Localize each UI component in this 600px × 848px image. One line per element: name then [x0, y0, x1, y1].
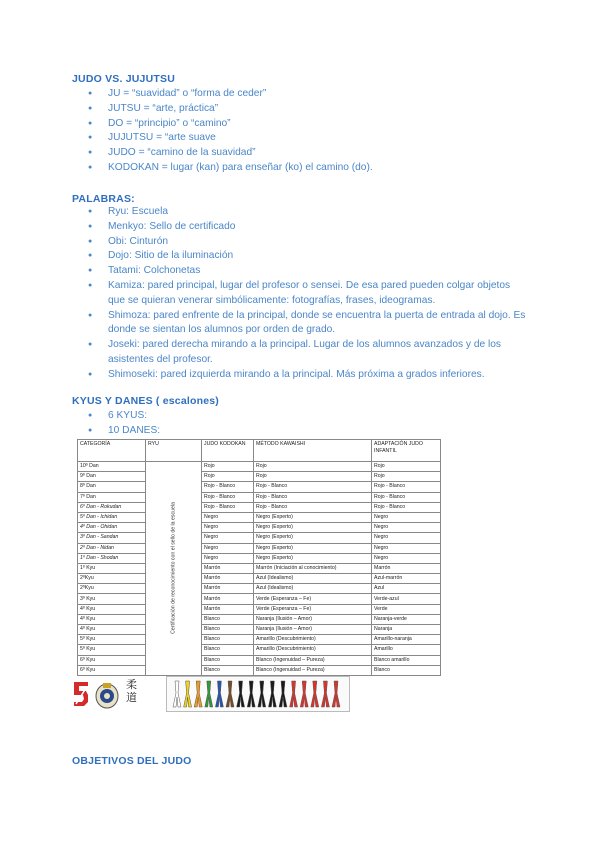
table-cell: 5º Dan - Ichidan: [78, 512, 146, 522]
table-cell: Negro (Experto): [254, 533, 372, 543]
table-row: [78, 625, 441, 635]
belts-graphic: [167, 677, 349, 711]
table-cell: Marrón: [202, 604, 254, 614]
table-cell: Azul: [372, 584, 441, 594]
table-row: [78, 584, 441, 594]
table-row: [78, 543, 441, 553]
table-cell: 10º Dan: [78, 462, 146, 472]
list-judo-terms: [88, 87, 528, 176]
table-cell: Azul-marrón: [372, 574, 441, 584]
belt-icon: [237, 681, 245, 707]
table-cell: Negro (Experto): [254, 512, 372, 522]
belt-icon: [290, 681, 298, 707]
table-cell: Rojo: [254, 462, 372, 472]
table-cell: 6º Kyu: [78, 665, 146, 675]
belt-icon: [205, 681, 213, 707]
belt-icon: [268, 681, 276, 707]
table-cell: Rojo - Blanco: [254, 492, 372, 502]
grades-table: [77, 439, 441, 676]
table-cell: Negro: [372, 512, 441, 522]
table-cell: Rojo: [202, 462, 254, 472]
judo-term-item: ● JUDO = “camino de la suavidad”: [88, 146, 528, 161]
table-cell: 8º Dan: [78, 482, 146, 492]
table-row: [78, 502, 441, 512]
table-row: [78, 482, 441, 492]
belt-colors-strip: [166, 676, 350, 712]
table-cell: Rojo - Blanco: [372, 492, 441, 502]
table-header-cell: MÉTODO KAWAISHI: [254, 440, 372, 462]
table-row: [78, 563, 441, 573]
table-cell: 3º Kyu: [78, 594, 146, 604]
palabra-item: ● Tatami: Colchonetas: [88, 264, 528, 279]
ryu-certification-text: Certificación de reconocimiento con el sello de la escuela: [170, 502, 176, 635]
judo-kanji: 柔道: [126, 678, 137, 704]
table-row: [78, 533, 441, 543]
table-row: [78, 492, 441, 502]
table-cell: Rojo - Blanco: [202, 502, 254, 512]
table-header-cell: RYU: [146, 440, 202, 462]
table-header-cell: JUDO KODOKAN: [202, 440, 254, 462]
table-row: [78, 512, 441, 522]
table-cell: Verde: [372, 604, 441, 614]
list-kyus-danes: [88, 409, 528, 439]
belt-icon: [321, 681, 329, 707]
table-cell: Rojo - Blanco: [202, 482, 254, 492]
table-cell: Blanco: [202, 655, 254, 665]
table-cell: Blanco (Ingenuidad – Pureza): [254, 655, 372, 665]
table-cell: Verde (Esperanza – Fe): [254, 604, 372, 614]
list-palabras: [88, 205, 528, 383]
palabra-item: ● Ryu: Escuela: [88, 205, 528, 220]
table-cell: Amarillo: [372, 645, 441, 655]
table-cell: Rojo: [372, 462, 441, 472]
table-cell: Marrón: [202, 594, 254, 604]
table-cell: 1º Dan - Shodan: [78, 553, 146, 563]
table-row: [78, 594, 441, 604]
belt-icon: [258, 681, 266, 707]
belt-icon: [184, 681, 192, 707]
palabra-item: ● Kamiza: pared principal, lugar del profesor o sensei. De esa pared pueden colgar objetos que se quieran venerar simbólicamente: fotografías, frases, ideogramas.: [88, 279, 528, 309]
table-cell: Negro (Experto): [254, 553, 372, 563]
table-cell: Negro: [372, 543, 441, 553]
palabra-item: ● Dojo: Sitio de la iluminación: [88, 249, 528, 264]
table-cell: Marrón: [202, 574, 254, 584]
table-cell: Negro: [372, 553, 441, 563]
table-cell: 4º Kyu: [78, 604, 146, 614]
palabra-item: ● Shimoza: pared enfrente de la principal, donde se encuentra la puerta de entrada al dojo. Es donde se sientan los alumnos por orden de grado.: [88, 309, 528, 339]
table-cell: Rojo - Blanco: [372, 482, 441, 492]
table-cell: 4º Dan - Ohidan: [78, 523, 146, 533]
table-cell: 4º Kyu: [78, 614, 146, 624]
belt-icon: [332, 681, 340, 707]
table-cell: 6º Dan - Rokudan: [78, 502, 146, 512]
table-cell: 5º Kyu: [78, 645, 146, 655]
belt-icon: [215, 681, 223, 707]
belt-icon: [311, 681, 319, 707]
belt-icon: [279, 681, 287, 707]
table-cell: Negro: [202, 533, 254, 543]
judo-term-item: ● JU = “suavidad” o “forma de ceder”: [88, 87, 528, 102]
table-cell: Blanco: [202, 665, 254, 675]
table-cell: Marrón: [202, 584, 254, 594]
table-cell: 1º Kyu: [78, 563, 146, 573]
table-row: [78, 574, 441, 584]
table-row: [78, 635, 441, 645]
table-cell: Negro: [202, 553, 254, 563]
table-cell: Negro (Experto): [254, 523, 372, 533]
table-cell: Rojo - Blanco: [372, 502, 441, 512]
heading-objetivos: OBJETIVOS DEL JUDO: [72, 755, 192, 767]
grado-item: ● 10 DANES:: [88, 424, 528, 439]
heading-judo-vs-jujutsu: JUDO VS. JUJUTSU: [72, 73, 175, 85]
table-cell: Blanco: [202, 635, 254, 645]
heading-palabras: PALABRAS:: [72, 193, 135, 205]
table-cell: Negro: [202, 523, 254, 533]
palabra-item: ● Obi: Cinturón: [88, 235, 528, 250]
judo-term-item: ● DO = “principio” o “camino”: [88, 117, 528, 132]
table-cell: Negro (Experto): [254, 543, 372, 553]
table-cell: 5º Kyu: [78, 635, 146, 645]
table-row: [78, 604, 441, 614]
table-cell: 9º Dan: [78, 472, 146, 482]
table-cell: Naranja-verde: [372, 614, 441, 624]
table-cell: Blanco (Ingenuidad – Pureza): [254, 665, 372, 675]
logos-row: [72, 676, 362, 712]
table-row: [78, 462, 441, 472]
table-cell: Marrón: [202, 563, 254, 573]
table-cell: 7º Dan: [78, 492, 146, 502]
table-cell: Blanco amarillo: [372, 655, 441, 665]
table-cell: Verde (Esperanza – Fe): [254, 594, 372, 604]
table-cell: Naranja (Ilusión – Amor): [254, 625, 372, 635]
table-cell: Rojo - Blanco: [254, 482, 372, 492]
judo-term-item: ● KODOKAN = lugar (kan) para enseñar (ko) el camino (do).: [88, 161, 528, 176]
belt-icon: [173, 681, 181, 707]
table-cell: Negro: [202, 512, 254, 522]
table-cell: Blanco: [202, 645, 254, 655]
table-cell: Rojo: [254, 472, 372, 482]
table-cell: Amarillo (Descubrimiento): [254, 635, 372, 645]
table-cell: Negro: [372, 533, 441, 543]
belt-icon: [300, 681, 308, 707]
grado-item: ● 6 KYUS:: [88, 409, 528, 424]
belt-icon: [247, 681, 255, 707]
table-row: [78, 553, 441, 563]
judo-red-logo-icon: [72, 680, 90, 708]
belt-icon: [194, 681, 202, 707]
table-cell: Negro: [372, 523, 441, 533]
judo-term-item: ● JUJUTSU = “arte suave: [88, 131, 528, 146]
palabra-item: ● Joseki: pared derecha mirando a la principal. Lugar de los alumnos avanzados y de los asistentes del profesor.: [88, 338, 528, 368]
table-cell: Blanco: [372, 665, 441, 675]
table-cell: Rojo - Blanco: [254, 502, 372, 512]
table-cell: Marrón (Iniciación al conocimiento): [254, 563, 372, 573]
table-cell: 3º Dan - Sandan: [78, 533, 146, 543]
grades-table-wrapper: [77, 439, 440, 673]
table-row: [78, 655, 441, 665]
table-cell: Blanco: [202, 614, 254, 624]
heading-kyus-danes: KYUS Y DANES ( escalones): [72, 395, 219, 407]
table-cell: Naranja: [372, 625, 441, 635]
table-cell: 2ºKyu: [78, 574, 146, 584]
table-cell: Azul (Idealismo): [254, 574, 372, 584]
belt-icon: [226, 681, 234, 707]
table-cell: Verde-azul: [372, 594, 441, 604]
table-cell: 6º Kyu: [78, 655, 146, 665]
table-cell: Negro: [202, 543, 254, 553]
ryu-cell: [146, 462, 202, 676]
table-header-cell: CATEGORÍA: [78, 440, 146, 462]
table-row: [78, 472, 441, 482]
table-row: [78, 614, 441, 624]
table-cell: 2ºKyu: [78, 584, 146, 594]
table-cell: Azul (Idealismo): [254, 584, 372, 594]
table-cell: Marrón: [372, 563, 441, 573]
table-cell: Amarillo-naranja: [372, 635, 441, 645]
palabra-item: ● Shimoseki: pared izquierda mirando a la principal. Más próxima a grados inferiores.: [88, 368, 528, 383]
table-cell: Blanco: [202, 625, 254, 635]
table-cell: Naranja (Ilusión – Amor): [254, 614, 372, 624]
table-cell: Rojo: [202, 472, 254, 482]
table-row: [78, 645, 441, 655]
table-header-cell: ADAPTACIÓN JUDO INFANTIL: [372, 440, 441, 462]
table-cell: Amarillo (Descubrimiento): [254, 645, 372, 655]
judo-term-item: ● JUTSU = “arte, práctica”: [88, 102, 528, 117]
table-cell: Rojo: [372, 472, 441, 482]
table-row: [78, 665, 441, 675]
table-cell: 2º Dan - Nidan: [78, 543, 146, 553]
table-row: [78, 523, 441, 533]
federation-crest-icon: [94, 681, 120, 709]
palabra-item: ● Menkyo: Sello de certificado: [88, 220, 528, 235]
table-cell: 4º Kyu: [78, 625, 146, 635]
table-header-row: [78, 440, 441, 462]
table-cell: Rojo - Blanco: [202, 492, 254, 502]
